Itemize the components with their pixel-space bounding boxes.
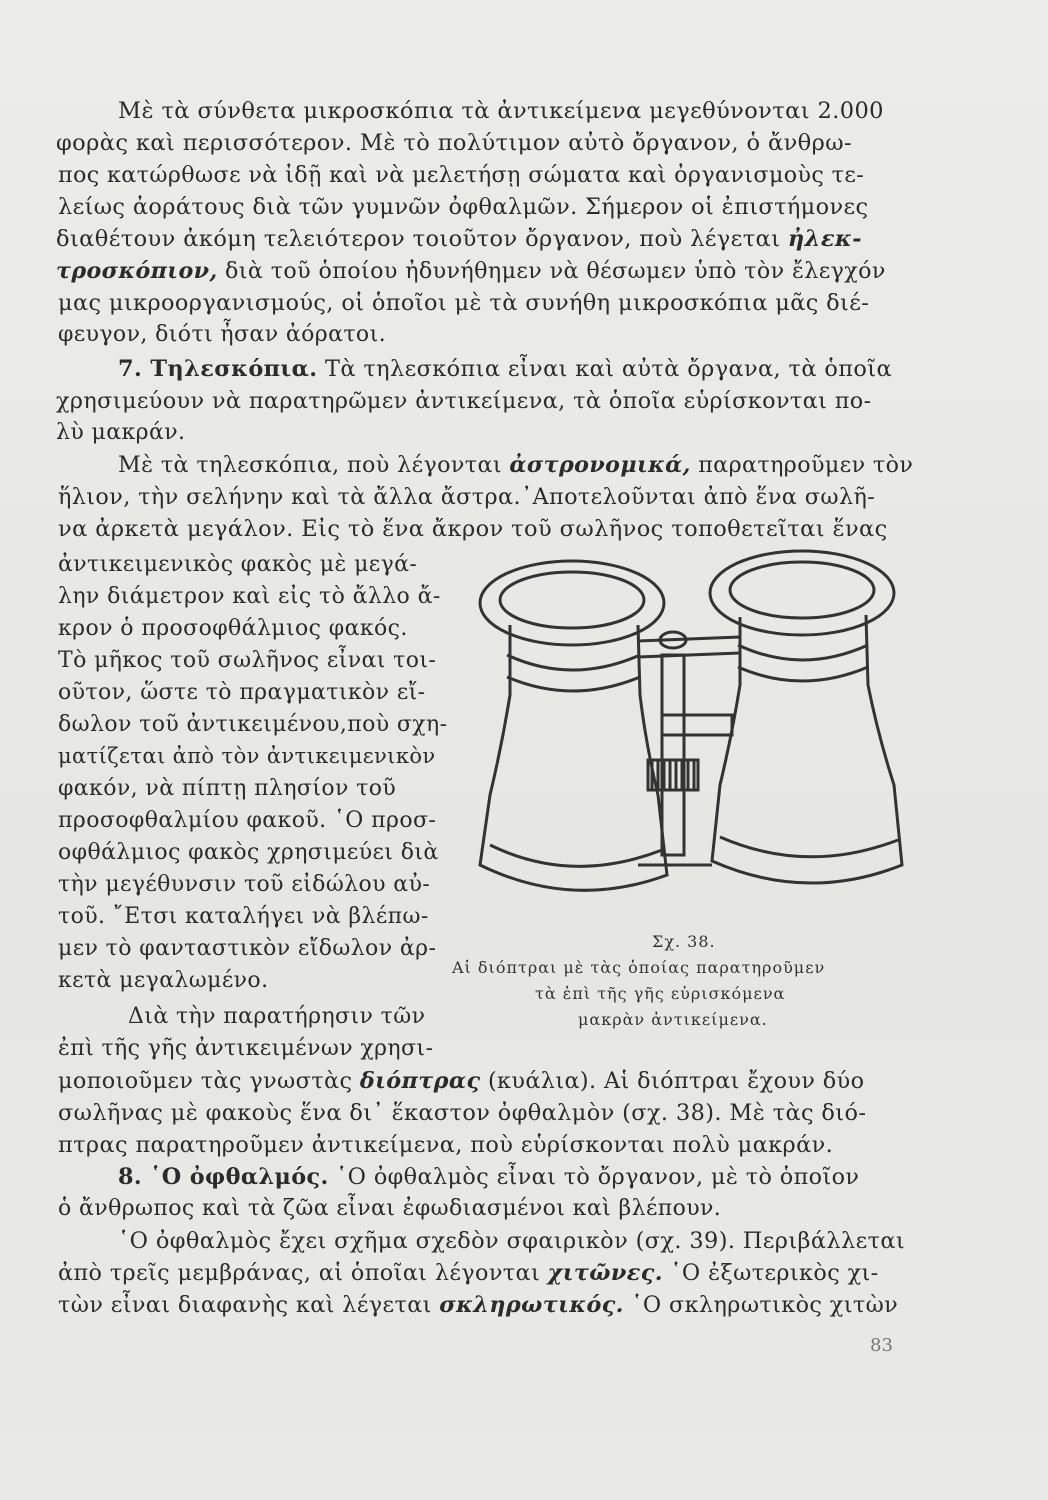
section-heading-eye: 8. ῾Ο ὀφθαλμός. [118,1164,329,1190]
text-segment: τὼν εἶναι διαφανὴς καὶ λέγεται [58,1292,440,1318]
text-line: προσοφθαλμίου φακοῦ. ῾Ο προσ- [58,808,437,833]
left-eyecup [480,561,664,645]
text-line [58,1260,879,1286]
text-line: ῾Ο ὀφθαλμὸς ἔχει σχῆμα σχεδὸν σφαιρικὸν (σχ. 39). Περιβάλλεται [118,1228,906,1254]
text-line: ἐπὶ τῆς γῆς ἀντικειμένων χρησι- [58,1036,434,1061]
text-line: κρον ὁ προσοφθάλμιος φακός. [58,616,408,641]
term-electronmicroscope-cont: τροσκόπιον, [56,258,218,284]
text-line [58,1068,864,1094]
text-line [118,356,892,382]
text-line: να ἀρκετὰ μεγάλον. Εἰς τὸ ἕνα ἄκρον τοῦ σωλῆνος τοποθετεῖται ἕνας [58,516,888,542]
left-barrel [480,625,667,890]
text-segment: μοποιοῦμεν τὰς γνωστὰς [58,1068,360,1094]
focus-shaft [662,655,684,855]
text-line: τοῦ. ῎Ετσι καταλήγει νὰ βλέπω- [58,904,429,929]
text-line: ἀντικειμενικὸς φακὸς μὲ μεγά- [58,552,418,577]
text-segment: διαθέτουν ἀκόμη τελειότερον τοιοῦτον ὄργανον, ποὺ λέγεται [56,226,781,252]
text-line [118,1164,859,1190]
right-barrel [712,615,902,883]
bridge [638,637,740,657]
text-line: μας μικροοργανισμούς, οἱ ὁποῖοι μὲ τὰ συνήθη μικροσκόπια μᾶς διέ- [58,290,870,316]
text-line: λείως ἀοράτους διὰ τῶν γυμνῶν ὀφθαλμῶν. Σήμερον οἱ ἐπιστήμονες [58,194,869,220]
binoculars-figure [462,545,932,935]
text-line: φακόν, νὰ πίπτῃ πλησίον τοῦ [58,776,397,801]
text-line: πος κατώρθωσε νὰ ἰδῇ καὶ νὰ μελετήσῃ σώματα καὶ ὀργανισμοὺς τε- [58,162,865,188]
text-line: κετὰ μεγαλωμένο. [58,968,269,993]
text-segment: ῾Ο ὀφθαλμὸς εἶναι τὸ ὄργανον, μὲ τὸ ὁποῖον [328,1164,860,1190]
text-line: λὺ μακράν. [56,420,186,445]
figure-label: Σχ. 38. [652,932,716,951]
term-tunics: χιτῶνες. [547,1260,663,1286]
term-sclera: σκληρωτικός. [439,1292,624,1318]
text-line: δωλον τοῦ ἀντικειμένου,ποὺ σχη- [58,712,448,737]
text-segment: Μὲ τὰ τηλεσκόπια, ποὺ λέγονται [118,452,510,478]
page-number: 83 [870,1335,893,1356]
section-heading-telescopes: 7. Τηλεσκόπια. [118,356,318,382]
text-line [56,226,862,252]
term-binoculars: διόπτρας [359,1068,481,1094]
text-line: οφθάλμιος φακὸς χρησιμεύει διὰ [58,840,439,865]
text-segment: ἀπὸ τρεῖς μεμβράνας, αἱ ὁποῖαι λέγονται [58,1260,548,1286]
text-line: χρησιμεύουν νὰ παρατηρῶμεν ἀντικείμενα, τὰ ὁποῖα εὑρίσκονται πο- [56,388,872,414]
text-line: ματίζεται ἀπὸ τὸν ἀντικειμενικὸν [58,744,436,768]
term-electronmicroscope: ἠλεκ- [787,226,862,252]
text-line: ἥλιον, τὴν σελήνην καὶ τὰ ἄλλα ἄστρα.᾿Αποτελοῦνται ἀπὸ ἕνα σωλῆ- [58,484,876,510]
text-line: Τὸ μῆκος τοῦ σωλῆνος εἶναι τοι- [58,648,437,673]
text-line: σωλῆνας μὲ φακοὺς ἕνα δι᾿ ἕκαστον ὀφθαλμὸν (σχ. 38). Μὲ τὰς διό- [58,1100,867,1126]
text-segment: Τὰ τηλεσκόπια εἶναι καὶ αὐτὰ ὄργανα, τὰ ὁποῖα [317,356,892,382]
text-segment: ῾Ο σκληρωτικὸς χιτὼν [623,1292,899,1318]
text-line: μεν τὸ φανταστικὸν εἴδωλον ἀρ- [58,936,437,961]
text-line: οῦτον, ὥστε τὸ πραγματικὸν εἴ- [58,680,426,705]
text-line: πτρας παρατηροῦμεν ἀντικείμενα, ποὺ εὑρίσκονται πολὺ μακράν. [58,1132,834,1158]
text-line: φορὰς καὶ περισσότερον. Μὲ τὸ πολύτιμον αὐτὸ ὄργανον, ὁ ἄνθρω- [56,130,853,156]
text-line: ὁ ἄνθρωπος καὶ τὰ ζῶα εἶναι ἐφωδιασμένοι καὶ βλέπουν. [58,1196,722,1221]
text-line [58,1292,898,1318]
text-line: λην διάμετρον καὶ εἰς τὸ ἄλλο ἄ- [58,584,441,609]
figure-caption-line: τὰ ἐπὶ τῆς γῆς εὑρισκόμενα [535,984,786,1003]
text-line [118,452,913,478]
text-line: φευγον, διότι ἦσαν ἀόρατοι. [58,322,386,347]
figure-caption-line: μακρὰν ἀντικείμενα. [578,1010,768,1029]
text-line: Διὰ τὴν παρατήρησιν τῶν [128,1004,426,1029]
text-segment: (κυάλια). Αἱ διόπτραι ἔχουν δύο [480,1068,865,1094]
text-line [56,258,886,284]
text-line: Μὲ τὰ σύνθετα μικροσκόπια τὰ ἀντικείμενα μεγεθύνονται 2.000 [118,98,884,124]
figure-caption-line: Αἱ διόπτραι μὲ τὰς ὁποίας παρατηροῦμεν [452,958,826,977]
text-segment: παρατηροῦμεν τὸν [690,452,914,478]
text-line: τὴν μεγέθυνσιν τοῦ εἰδώλου αὐ- [58,872,431,897]
term-astronomical: ἀστρονομικά, [509,452,691,478]
text-segment: διὰ τοῦ ὁποίου ἠδυνήθημεν νὰ θέσωμεν ὑπὸ τὸν ἔλεγχόν [217,258,886,284]
text-segment: ῾Ο ἐξωτερικὸς χι- [662,1260,879,1286]
